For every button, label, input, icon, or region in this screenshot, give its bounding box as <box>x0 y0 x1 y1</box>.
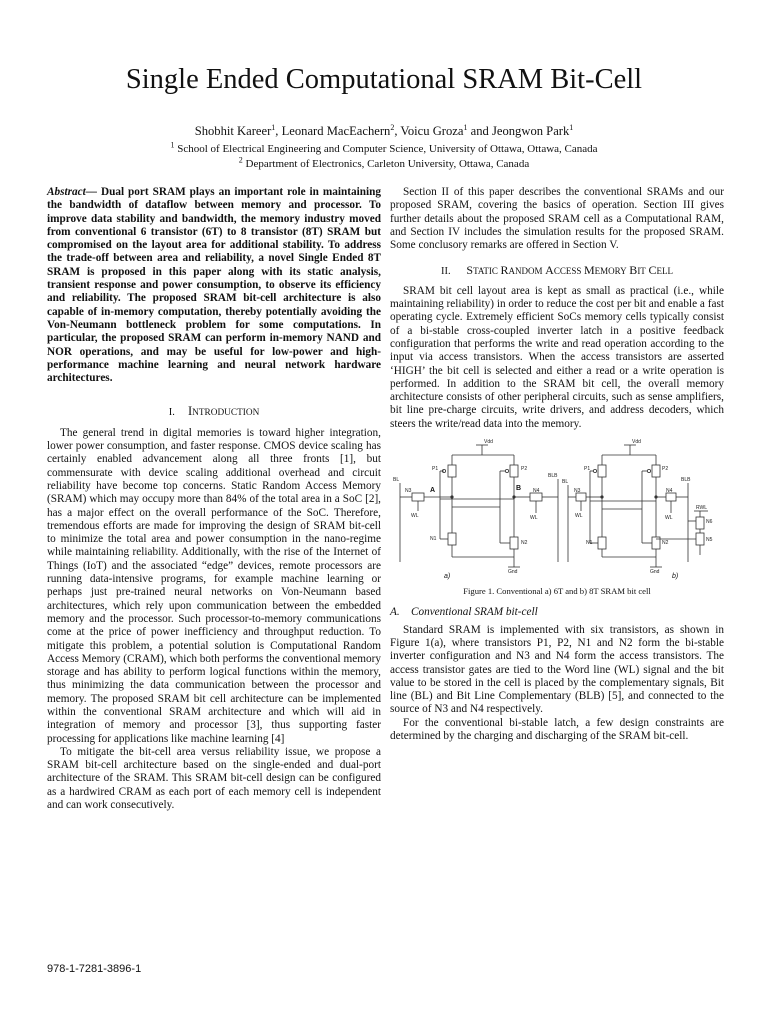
abstract-lead: Abstract— <box>47 186 98 198</box>
transistor-p2 <box>510 465 518 477</box>
affiliation-number: 2 <box>238 155 243 165</box>
paragraph: Standard SRAM is implemented with six transistors, as shown in Figure 1(a), where transistors P1, P2, N1 and N2 form the bi-stable inverter configuration and N3 and N4 form the access transistors. The access transistor gates are tied to the Word line (WL) signal and the bit value to be stored in the cell is placed by the complementary signals, Bit line (BL) and Bit Line Complementary (BLB) [5], and connected to the source of N3 and N4 respectively. <box>390 623 724 716</box>
subsection-number: A. <box>390 606 400 619</box>
author-list <box>0 124 768 139</box>
section-title-initial: A <box>545 263 554 278</box>
section-title-rest: ELL <box>656 266 673 277</box>
sram-schematic-diagram <box>390 437 724 585</box>
paragraph: The general trend in digital memories is toward higher integration, lower power consumption, and faster response. CMOS device scaling has certainly enabled advancement along all three fronts [1], but commensurate with device scaling additional overhead and circuit reliability have become top concerns. Static Random Access Memory (SRAM) which may occupy more than 84% of the total area in a SoC [2], has a major effect on the overall performance of the SoC. Therefore, tremendous efforts are made for improving the design of SRAM bit-cell to minimize the total area and power consumption in the nano-regime while maintaining reliability. Additionally, with the rise of the Internet of Things (IoT) and the associated “edge” devices, remote processors are running data-intensive programs, for example machine learning or perhaps just pre-trained neural networks on Von-Neumann based architectures, which rely upon communication between the embedded memory and the processor. Such processor-to-memory communications come at the price of power inefficiency and throughput reduction. To mitigate this problem, a potential solution is Computational Random Access Memory (CRAM), which both performs the conventional memory storage and has ability to perform logical functions within the memory, thus minimizing the data communication between the processor and memory. The proposed SRAM bit cell architecture can be implemented within the conventional SRAM architecture and which will aid in integration of memory and processor [3], thus supporting faster processing for applications like machine learning [4] <box>47 426 381 745</box>
affiliation-2 <box>0 155 768 170</box>
section-heading-static-ram-bit-cell <box>390 264 724 278</box>
label-n2: N2 <box>662 540 669 547</box>
section-title-initial: M <box>583 263 595 278</box>
label-n3: N3 <box>574 488 581 495</box>
label-gnd: Gnd <box>508 569 518 576</box>
author-affiliation-mark: 1 <box>271 122 276 132</box>
section-title-rest: NTRODUCTION <box>192 408 260 419</box>
label-n1: N1 <box>586 540 593 547</box>
label-n1: N1 <box>430 536 437 543</box>
transistor-n3 <box>412 493 424 501</box>
author-separator: , <box>275 124 282 138</box>
abstract <box>47 186 381 385</box>
subfigure-label-a: a) <box>444 573 451 581</box>
affiliation-number: 1 <box>170 140 175 150</box>
section-title-rest: TATIC <box>473 266 498 277</box>
author-separator: , <box>394 124 401 138</box>
transistor-p2 <box>652 465 660 477</box>
subfigure-label-b: b) <box>672 573 679 581</box>
section-title-initial: B <box>629 263 638 278</box>
transistor-n2 <box>510 537 518 549</box>
transistor-n4 <box>530 493 542 501</box>
section-title-initial: R <box>500 263 509 278</box>
paragraph: For the conventional bi-stable latch, a few design constraints are determined by the charging and discharging of the SRAM bit-cell. <box>390 716 724 743</box>
label-wl: WL <box>411 513 419 520</box>
section-title-initial: S <box>466 263 474 278</box>
paragraph: SRAM bit cell layout area is kept as small as practical (i.e., while maintaining reliability) in order to reduce the cost per bit and enable a fast operating cycle. Extremely efficient SoCs memory cells typically consist of a bi-stable cross-coupled inverter latch in a positive feedback configuration that performs the write and read operation according to the input via access transistors. When the access transistors are asserted ‘HIGH’ the bit cell is selected and either a read or a write operation is performed. In addition to the SRAM bit cell, the overall memory architecture consists of other peripheral circuits, such as sense amplifiers, bit line pre-charge circuits, write drivers, and address decoders, which steers the write/read data into the memory. <box>390 284 724 430</box>
abstract-text: Dual port SRAM plays an important role in maintaining the bandwidth of dataflow between memory and processor. To improve data stability and bandwidth, the memory industry moved from conventional 6 transistor (6T) to 8 transistor (8T) SRAM but compromised on the layout area for additional stability. To address the trade-off between area and reliability, a novel Single Ended 8T SRAM is proposed in this paper along with its static analysis, transient response and power consumption, to observe its efficiency and reliability. The proposed SRAM bit-cell architecture is also capable of in-memory computation, thereby potentially avoiding the Von-Neumann bottleneck problem for some computations. In particular, the proposed SRAM can perform in-memory NAND and NOR operations, and may be useful for low-power and high-performance machine learning and neural network hardware architectures. <box>47 186 381 385</box>
paper-title: Single Ended Computational SRAM Bit-Cell <box>125 64 643 95</box>
affiliation-text: School of Electrical Engineering and Computer Science, University of Ottawa, Ottawa, Canada <box>174 143 598 155</box>
label-node-b: B <box>516 485 522 493</box>
author-separator: and <box>467 124 492 138</box>
label-n5: N5 <box>706 537 713 544</box>
paragraph: To mitigate the bit-cell area versus reliability issue, we propose a SRAM bit-cell architecture based on the single-ended and dual-port architecture of the SRAM. This SRAM bit-cell design can be configured as a hardwired CRAM as each port of each memory cell is independent and can work consecutively. <box>47 745 381 812</box>
schematic-8t <box>562 439 713 580</box>
transistor-p1 <box>598 465 606 477</box>
schematic-6t <box>393 439 558 580</box>
transistor-n5 <box>696 533 704 545</box>
label-gnd: Gnd <box>650 569 660 576</box>
wire <box>505 469 508 472</box>
isbn-footer: 978-1-7281-3896-1 <box>47 963 142 975</box>
section-title-rest: EMORY <box>594 266 627 277</box>
label-node-a: A <box>430 487 436 495</box>
section-title-initial: C <box>648 263 657 278</box>
transistor-p1 <box>448 465 456 477</box>
label-n2: N2 <box>521 540 528 547</box>
section-heading-introduction <box>47 405 381 420</box>
label-wl: WL <box>665 515 673 522</box>
author: Leonard MacEachern <box>281 124 391 138</box>
author-affiliation-mark: 2 <box>390 122 395 132</box>
label-p1: P1 <box>584 466 591 473</box>
subsection-title: Conventional SRAM bit-cell <box>410 606 538 619</box>
author: Voicu Groza <box>400 124 464 138</box>
author-affiliation-mark: 1 <box>463 122 468 132</box>
transistor-n1 <box>448 533 456 545</box>
section-title-rest: IT <box>637 266 646 277</box>
transistor-n3 <box>576 493 586 501</box>
wire <box>593 469 596 472</box>
subsection-heading-conventional-sram <box>390 606 724 619</box>
author-affiliation-mark: 1 <box>569 122 574 132</box>
author: Shobhit Kareer <box>194 124 272 138</box>
label-blb: BLB <box>681 477 691 484</box>
label-n4: N4 <box>666 488 673 495</box>
label-wl: WL <box>575 513 583 520</box>
label-n6: N6 <box>706 519 713 526</box>
paragraph: Section II of this paper describes the conventional SRAMs and our proposed SRAM, covering the basics of operation. Section III gives further details about the proposed SRAM cell as a Computational RAM, and Section IV includes the simulation results for the proposed SRAM. Some conclusory remarks are offered in Section V. <box>390 186 724 252</box>
transistor-n4 <box>666 493 676 501</box>
label-blb: BLB <box>548 473 558 480</box>
figure-1 <box>390 437 724 598</box>
affiliation-1 <box>0 140 768 155</box>
label-bl: BL <box>562 479 569 486</box>
label-n4: N4 <box>533 488 540 495</box>
section-title-rest: ANDOM <box>508 266 543 277</box>
label-p2: P2 <box>521 466 528 473</box>
right-column <box>390 186 724 743</box>
label-rwl: RWL <box>696 505 708 512</box>
left-column <box>47 186 381 812</box>
transistor-n1 <box>598 537 606 549</box>
author: Jeongwon Park <box>491 124 570 138</box>
label-n3: N3 <box>405 488 412 495</box>
affiliation-text: Department of Electronics, Carleton University, Ottawa, Canada <box>242 158 530 170</box>
section-number: I. <box>168 407 175 419</box>
transistor-n6 <box>696 517 704 529</box>
label-vdd: Vdd <box>632 439 641 446</box>
label-vdd: Vdd <box>484 439 493 446</box>
section-title-initial: I <box>187 404 193 419</box>
section-number: II. <box>441 266 451 278</box>
figure-caption: Figure 1. Conventional a) 6T and b) 8T SRAM bit cell <box>463 586 651 597</box>
label-p1: P1 <box>432 466 439 473</box>
label-bl: BL <box>393 477 400 484</box>
wire <box>647 469 650 472</box>
label-p2: P2 <box>662 466 669 473</box>
label-wl: WL <box>530 515 538 522</box>
section-title-rest: CCESS <box>553 266 582 277</box>
